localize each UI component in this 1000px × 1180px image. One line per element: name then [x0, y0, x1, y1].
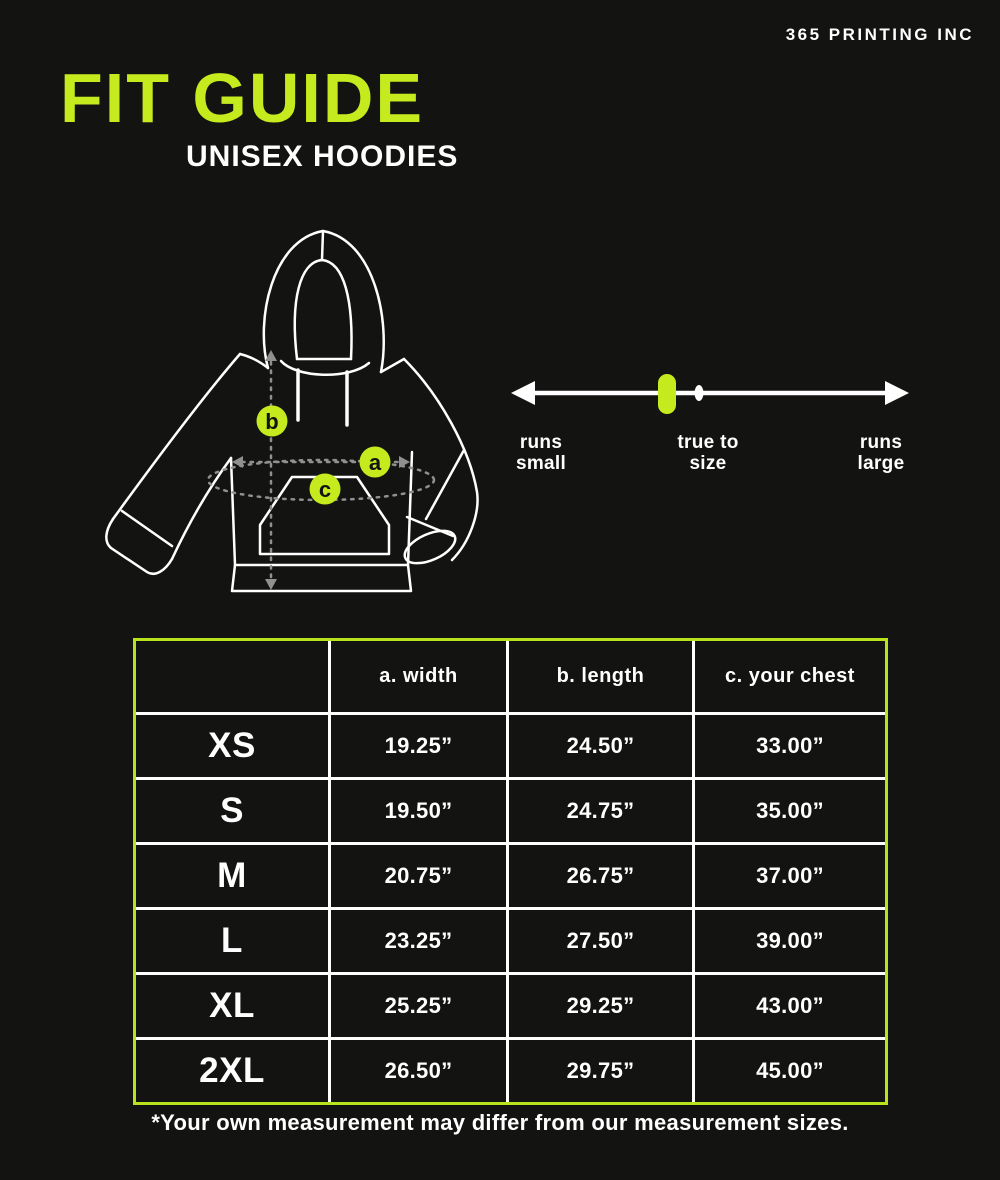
marker-c-label: c: [318, 477, 332, 502]
measurement-lines: [208, 362, 434, 578]
width-value-2xl: 26.50”: [331, 1040, 506, 1102]
table-corner-cell: [136, 641, 328, 712]
scale-label-true-to-size: [648, 433, 768, 474]
marker-b-label: b: [265, 409, 279, 434]
chest-value-xl: 43.00”: [695, 975, 885, 1037]
hoodie-diagram: [105, 225, 505, 605]
width-value-m: 20.75”: [331, 845, 506, 907]
fit-scale: [496, 360, 920, 420]
true-to-size-line1: true to: [677, 432, 739, 453]
size-table: [133, 638, 888, 1105]
length-value-l: 27.50”: [509, 910, 692, 972]
marker-c: [310, 474, 341, 505]
chest-value-xs: 33.00”: [695, 715, 885, 777]
width-value-xs: 19.25”: [331, 715, 506, 777]
size-label-2xl: 2XL: [136, 1040, 328, 1102]
diagram-markers: [257, 406, 391, 505]
chest-value-s: 35.00”: [695, 780, 885, 842]
column-header-width: a. width: [331, 641, 506, 712]
hoodie-outline-icon: [106, 231, 477, 591]
page-title: FIT GUIDE: [60, 59, 425, 137]
length-value-2xl: 29.75”: [509, 1040, 692, 1102]
page-subtitle: UNISEX HOODIES: [186, 140, 459, 173]
right-arrow-icon: [885, 381, 909, 405]
chest-value-2xl: 45.00”: [695, 1040, 885, 1102]
size-label-l: L: [136, 910, 328, 972]
column-header-length: b. length: [509, 641, 692, 712]
size-label-s: S: [136, 780, 328, 842]
marker-a: [360, 447, 391, 478]
scale-label-runs-small: [496, 433, 586, 474]
runs-large-line1: runs: [859, 432, 903, 453]
width-value-s: 19.50”: [331, 780, 506, 842]
marker-b: [257, 406, 288, 437]
true-to-size-line2: size: [689, 452, 727, 474]
fit-indicator-pill: [658, 374, 676, 414]
length-value-s: 24.75”: [509, 780, 692, 842]
size-label-xl: XL: [136, 975, 328, 1037]
runs-small-line1: runs: [519, 432, 563, 453]
marker-a-label: a: [368, 450, 382, 475]
brand-name: 365 PRINTING INC: [785, 25, 974, 44]
scale-center-dot: [695, 385, 704, 401]
column-header-your-chest: c. your chest: [695, 641, 885, 712]
width-value-l: 23.25”: [331, 910, 506, 972]
measurement-disclaimer: *Your own measurement may differ from our measurement sizes.: [151, 1110, 849, 1135]
length-value-xs: 24.50”: [509, 715, 692, 777]
chest-value-l: 39.00”: [695, 910, 885, 972]
length-value-m: 26.75”: [509, 845, 692, 907]
scale-label-runs-large: [836, 433, 926, 474]
left-arrow-icon: [511, 381, 535, 405]
size-label-m: M: [136, 845, 328, 907]
width-value-xl: 25.25”: [331, 975, 506, 1037]
size-label-xs: XS: [136, 715, 328, 777]
runs-small-line2: small: [515, 452, 567, 474]
chest-value-m: 37.00”: [695, 845, 885, 907]
length-value-xl: 29.25”: [509, 975, 692, 1037]
runs-large-line2: large: [857, 452, 905, 474]
